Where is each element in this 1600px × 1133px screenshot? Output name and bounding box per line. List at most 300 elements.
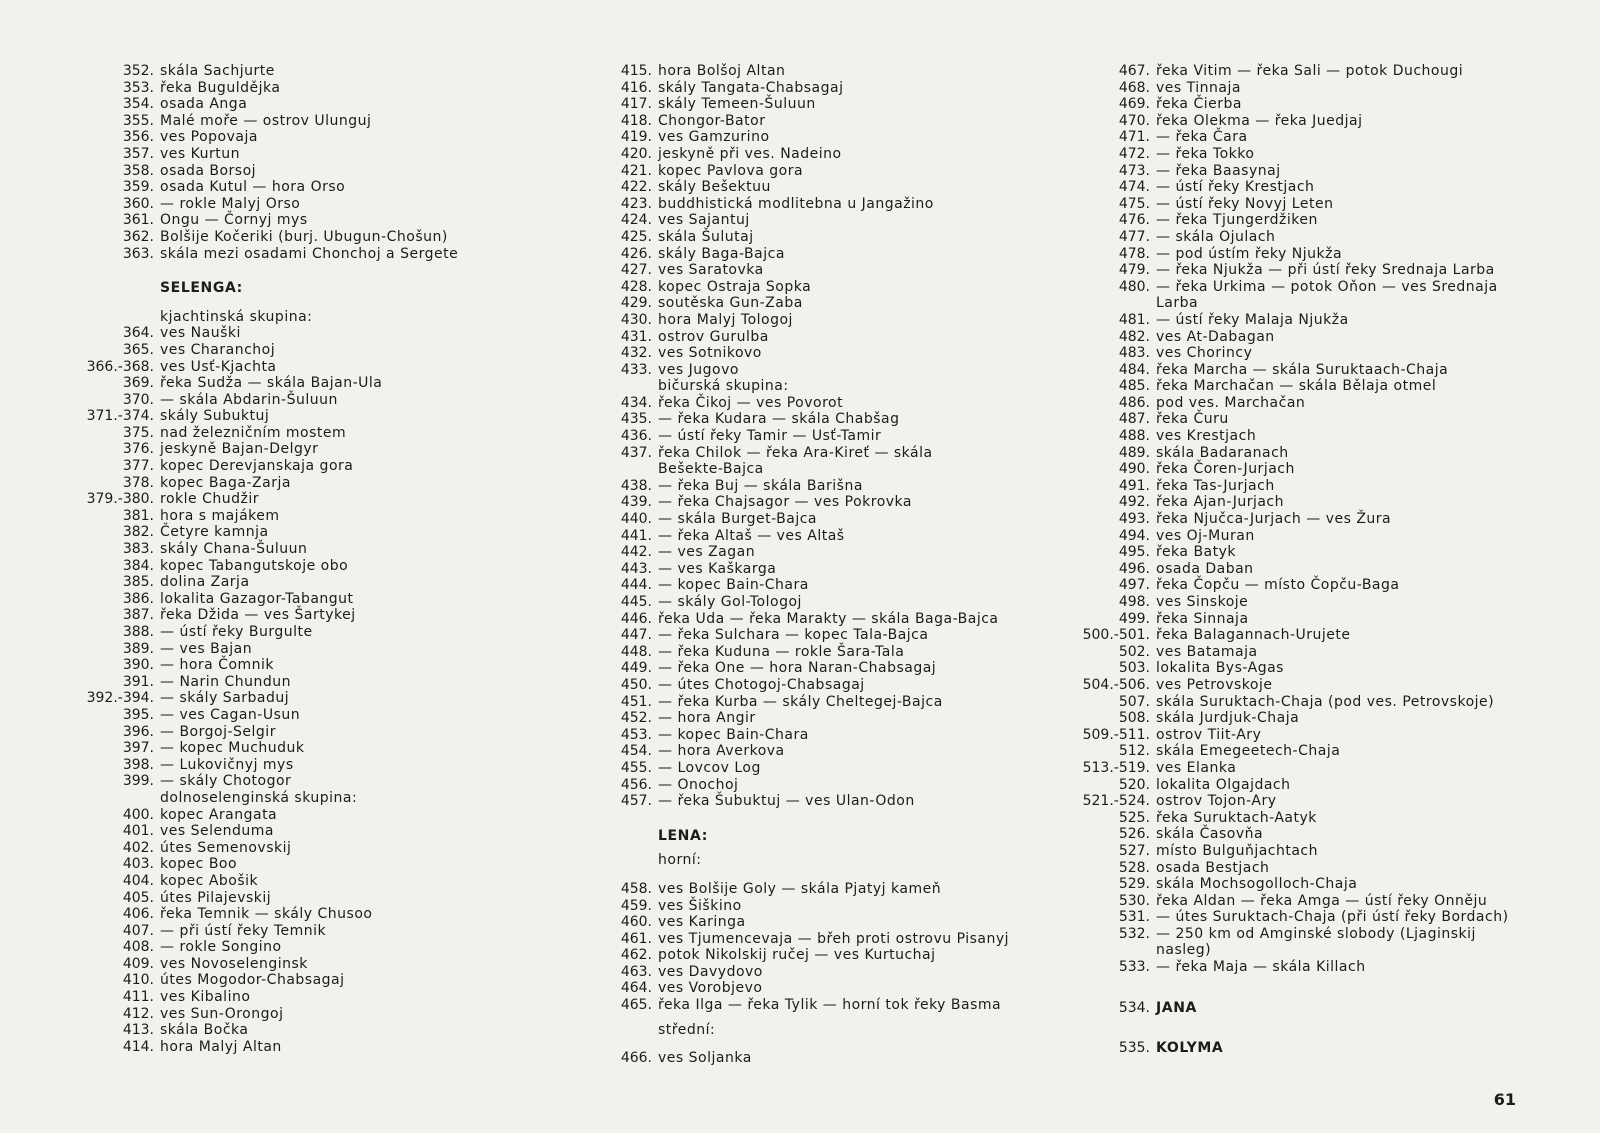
entry-text: ves Selenduma [160,823,274,840]
entry-number: 428. [620,278,652,295]
entry-number: 364. [122,325,154,342]
entry-text: ves Nauški [160,325,241,342]
entry-number: 407. [122,922,154,939]
index-entry [586,980,1046,997]
entry-number: 508. [1118,710,1150,727]
entry-number: 446. [620,610,652,627]
entry-number [80,790,160,807]
index-entry [80,890,500,907]
entry-text: — ves Bajan [160,640,253,657]
entry-text: — při ústí řeky Temnik [160,922,327,939]
entry-text: ves Chorincy [1156,345,1253,362]
entry-number: 402. [122,839,154,856]
entry-text: nasleg) [1156,942,1212,959]
entry-number: 397. [122,740,154,757]
entry-text: — ves Cagan-Usun [160,706,301,723]
index-entry [1068,494,1528,511]
entry-number: 468. [1118,79,1150,96]
entry-number: 385. [122,574,154,591]
entry-text: řeka Ajan-Jurjach [1156,494,1284,511]
entry-text: ves Sajantuj [658,212,750,229]
index-entry [80,674,500,691]
entry-number: 462. [620,947,652,964]
entry-number: 447. [620,627,652,644]
entry-text: osada Daban [1156,560,1254,577]
entry-text: — řeka Sulchara — kopec Tala-Bajca [658,627,929,644]
entry-number: 472. [1118,145,1150,162]
entry-text: — řeka Altaš — ves Altaš [658,527,845,544]
entry-number: 438. [620,477,652,494]
entry-number: 439. [620,494,652,511]
index-entry [80,359,500,376]
entry-text: ves At-Dabagan [1156,328,1275,345]
entry-text: dolina Zarja [160,574,250,591]
entry-number: 534. [1118,999,1150,1016]
entry-number: 391. [122,673,154,690]
index-entry [1068,942,1528,959]
entry-number: 365. [122,341,154,358]
entry-number [586,378,658,395]
entry-text: ves Batamaja [1156,643,1258,660]
entry-number: 463. [620,963,652,980]
entry-text: — pod ústím řeky Njukža [1156,245,1343,262]
index-entry [1068,329,1528,346]
entry-text: ves Popovaja [160,129,258,146]
entry-number: 400. [122,806,154,823]
index-entry [586,96,1046,113]
entry-text: osada Bestjach [1156,859,1270,876]
entry-text: kopec Arangata [160,806,278,823]
spacer [1068,1016,1528,1040]
entry-number: 470. [1118,112,1150,129]
entry-text: ves Usť-Kjachta [160,358,277,375]
index-entry [586,262,1046,279]
entry-text: — hora Averkova [658,743,785,760]
entry-number: 448. [620,643,652,660]
entry-number: 356. [122,129,154,146]
entry-text: řeka Uda — řeka Marakty — skála Baga-Bajca [658,610,999,627]
entry-text: řeka Chilok — řeka Ara-Kireť — skála [658,444,933,461]
entry-text: osada Borsoj [160,162,257,179]
entry-text: — Narin Chundun [160,673,291,690]
entry-text: Bešekte-Bajca [658,461,764,478]
entry-number: 399. [122,773,154,790]
entry-text: ves Petrovskoje [1156,676,1273,693]
entry-number: 355. [122,112,154,129]
index-entry [80,229,500,246]
entry-text: hora s majákem [160,507,280,524]
index-entry [586,997,1046,1014]
entry-text: útes Semenovskij [160,839,292,856]
index-entry [1068,80,1528,97]
entry-number: 532. [1118,925,1150,942]
index-entry [586,494,1046,511]
entry-number: 377. [122,458,154,475]
entry-number: 452. [620,710,652,727]
entry-number: 502. [1118,643,1150,660]
entry-number: 521.-524. [1082,793,1150,810]
entry-number: 443. [620,560,652,577]
entry-text: — hora Angir [658,710,756,727]
entry-number: 503. [1118,660,1150,677]
entry-text: řeka Vitim — řeka Sali — potok Duchougi [1156,63,1464,79]
index-entry [1068,909,1528,926]
index-entry [80,129,500,146]
entry-number: 414. [122,1038,154,1055]
entry-text: Larba [1156,295,1199,312]
index-entry [80,392,500,409]
entry-number [1068,295,1156,312]
entry-number: 486. [1118,394,1150,411]
entry-number: 405. [122,889,154,906]
spacer [586,1038,1046,1050]
entry-text: místo Bulguňjachtach [1156,842,1319,859]
entry-text: — ústí řeky Malaja Njukža [1156,311,1349,328]
entry-text: — ves Kaškarga [658,560,777,577]
index-entry [1068,594,1528,611]
index-entry [1068,428,1528,445]
entry-number: 408. [122,939,154,956]
entry-number: 441. [620,527,652,544]
entry-text: hora Bolšoj Altan [658,63,786,79]
entry-number: 359. [122,179,154,196]
index-entry [1068,710,1528,727]
index-entry [80,196,500,213]
entry-text: — řeka Njukža — při ústí řeky Srednaja Larba [1156,262,1495,279]
index-entry [586,577,1046,594]
entry-text: kopec Derevjanskaja gora [160,458,354,475]
entry-text: řeka Čuru [1156,411,1229,428]
entry-text: Ongu — Čornyj mys [160,212,308,229]
entry-text: nad železničním mostem [160,424,347,441]
entry-text: řeka Sinnaja [1156,610,1249,627]
entry-number: 371.-374. [86,408,154,425]
entry-number: 491. [1118,477,1150,494]
index-entry [586,229,1046,246]
index-entry [1068,395,1528,412]
index-entry [80,1006,500,1023]
index-entry [586,63,1046,80]
entry-text: ves Jugovo [658,361,739,378]
entry-number: 512. [1118,743,1150,760]
index-entry [80,1022,500,1039]
index-entry [586,594,1046,611]
entry-number: 487. [1118,411,1150,428]
entry-text: Bolšije Kočeriki (burj. Ubugun-Chošun) [160,228,448,245]
entry-number: 420. [620,145,652,162]
entry-number: 389. [122,640,154,657]
entry-number: 450. [620,676,652,693]
index-entry [80,325,500,342]
entry-number: 488. [1118,428,1150,445]
entry-text: skála Badaranach [1156,444,1289,461]
entry-number: 383. [122,541,154,558]
index-entry [586,445,1046,462]
entry-number: 465. [620,997,652,1014]
index-entry [80,972,500,989]
index-entry [80,939,500,956]
section-heading [586,828,1046,845]
index-entry [1068,478,1528,495]
entry-number: 477. [1118,228,1150,245]
index-entry [586,743,1046,760]
entry-number [586,461,658,478]
index-entry [80,823,500,840]
index-entry [80,342,500,359]
entry-number: 363. [122,245,154,262]
index-entry [586,179,1046,196]
entry-number: 442. [620,544,652,561]
index-entry [1068,959,1528,976]
index-entry [1068,279,1528,296]
entry-text: kopec Abošik [160,872,259,889]
index-entry [586,852,1046,869]
index-entry [1068,212,1528,229]
index-entry [1068,246,1528,263]
entry-text: ves Sun-Orongoj [160,1005,284,1022]
entry-number: 504.-506. [1082,676,1150,693]
entry-text: ves Oj-Muran [1156,527,1255,544]
entry-text: řeka Sudža — skála Bajan-Ula [160,375,383,392]
index-entry [586,362,1046,379]
entry-text: — řeka One — hora Naran-Chabsagaj [658,660,937,677]
index-entry [1068,362,1528,379]
index-entry [1068,810,1528,827]
index-entry [1068,627,1528,644]
entry-number: 370. [122,391,154,408]
index-entry [80,441,500,458]
index-entry [1068,461,1528,478]
entry-number [586,852,658,869]
index-entry [80,458,500,475]
entry-number: 412. [122,1005,154,1022]
index-entry [1068,378,1528,395]
entry-number: 429. [620,295,652,312]
entry-number: 362. [122,228,154,245]
entry-number: 423. [620,195,652,212]
entry-number: 461. [620,930,652,947]
entry-text: skály Chana-Šuluun [160,541,308,558]
entry-text: ves Novoselenginsk [160,955,308,972]
entry-number: 455. [620,759,652,776]
entry-text: skála Časovňa [1156,826,1264,843]
entry-number: 417. [620,96,652,113]
entry-number: 498. [1118,594,1150,610]
entry-number: 437. [620,444,652,461]
entry-number [80,309,160,326]
entry-number: 396. [122,723,154,740]
index-entry [586,295,1046,312]
entry-text: skály Subuktuj [160,408,270,425]
index-entry [586,395,1046,412]
entry-text: — hora Čomnik [160,657,275,674]
entry-text: — skály Gol-Tologoj [658,594,802,610]
entry-number: 520. [1118,776,1150,793]
entry-number: 384. [122,557,154,574]
entry-number: 426. [620,245,652,262]
entry-text: — 250 km od Amginské slobody (Ljaginskij [1156,925,1476,942]
entry-text: Malé moře — ostrov Ulunguj [160,112,372,129]
entry-number: 480. [1118,278,1150,295]
entry-number: 430. [620,311,652,328]
entry-text: — rokle Malyj Orso [160,195,301,212]
index-entry [80,113,500,130]
entry-number: 418. [620,112,652,129]
entry-text: lokalita Bys-Agas [1156,660,1284,677]
entry-text: ves Kurtun [160,145,240,162]
entry-text: řeka Marchačan — skála Bělaja otmel [1156,378,1437,395]
index-entry [586,528,1046,545]
entry-number: 484. [1118,361,1150,378]
entry-number: 353. [122,79,154,96]
entry-text: ves Kibalino [160,989,251,1006]
entry-number: 513.-519. [1082,759,1150,776]
entry-text: skála mezi osadami Chonchoj a Sergete [160,245,459,262]
section-title: JANA [1156,999,1197,1016]
entry-number: 431. [620,328,652,345]
entry-text: řeka Tas-Jurjach [1156,477,1275,494]
index-entry [1068,511,1528,528]
index-entry [80,574,500,591]
entry-number: 421. [620,162,652,179]
entry-number: 479. [1118,262,1150,279]
entry-text: řeka Aldan — řeka Amga — ústí řeky Onněju [1156,892,1488,909]
entry-number: 459. [620,897,652,914]
entry-number: 482. [1118,328,1150,345]
entry-number: 526. [1118,826,1150,843]
index-column-3 [1068,63,1528,1057]
index-entry [80,425,500,442]
index-entry [80,641,500,658]
entry-text: ves Karinga [658,914,746,931]
entry-text: — řeka Urkima — potok Oňon — ves Srednaja [1156,278,1498,295]
entry-number: 494. [1118,527,1150,544]
entry-number: 369. [122,375,154,392]
index-entry [1068,826,1528,843]
entry-text: ves Vorobjevo [658,980,763,997]
index-entry [1068,793,1528,810]
index-entry [586,279,1046,296]
entry-text: ves Davydovo [658,963,763,980]
index-entry [586,561,1046,578]
index-entry [586,660,1046,677]
entry-number: 496. [1118,560,1150,577]
entry-number: 357. [122,145,154,162]
entry-number: 464. [620,980,652,997]
entry-number: 492. [1118,494,1150,511]
index-entry [80,856,500,873]
entry-number: 460. [620,914,652,931]
index-entry [586,727,1046,744]
entry-text: řeka Buguldějka [160,79,281,96]
index-entry [586,196,1046,213]
entry-number: 451. [620,693,652,710]
index-entry [80,707,500,724]
entry-number [586,1022,658,1039]
index-entry [586,329,1046,346]
entry-number: 379.-380. [86,491,154,508]
entry-number: 381. [122,507,154,524]
entry-number: 386. [122,590,154,607]
entry-text: hora Malyj Altan [160,1038,282,1055]
entry-text: lokalita Olgajdach [1156,776,1291,793]
index-entry [586,345,1046,362]
entry-text: — řeka Buj — skála Barišna [658,477,863,494]
entry-text: skála Suruktach-Chaja (pod ves. Petrovskoje) [1156,693,1495,710]
entry-text: ves Sotnikovo [658,345,762,362]
index-entry [586,129,1046,146]
entry-text: útes Mogodor-Chabsagaj [160,972,345,989]
index-entry [1068,196,1528,213]
entry-number: 361. [122,212,154,229]
entry-number: 422. [620,179,652,196]
entry-number: 449. [620,660,652,677]
entry-text: kjachtinská skupina: [160,308,313,325]
index-entry [80,923,500,940]
entry-text: ves Gamzurino [658,129,770,146]
entry-text: — ústí řeky Tamir — Usť-Tamir [658,428,882,445]
entry-text: střední: [658,1021,716,1038]
entry-text: řeka Džida — ves Šartykej [160,607,356,624]
entry-text: — Onochoj [658,776,739,793]
entry-number: 490. [1118,461,1150,478]
index-entry [80,906,500,923]
section-heading [80,280,500,297]
entry-text: — řeka Čara [1156,129,1248,146]
index-entry [1068,743,1528,760]
index-entry [80,508,500,525]
entry-text: jeskyně při ves. Nadeino [658,145,842,162]
index-entry [80,524,500,541]
index-entry [586,428,1046,445]
index-entry [586,611,1046,628]
index-entry [80,807,500,824]
index-entry [586,212,1046,229]
entry-text: řeka Olekma — řeka Juedjaj [1156,112,1363,129]
entry-text: skály Tangata-Chabsagaj [658,79,844,96]
entry-text: ves Charanchoj [160,341,276,358]
entry-text: osada Anga [160,96,248,113]
index-entry [586,914,1046,931]
entry-text: hora Malyj Tologoj [658,311,793,328]
entry-number: 432. [620,345,652,362]
entry-text: — kopec Muchuduk [160,740,305,757]
index-entry [1068,777,1528,794]
entry-number: 406. [122,906,154,923]
entry-text: Chongor-Bator [658,112,766,129]
entry-text: řeka Suruktach-Aatyk [1156,809,1317,826]
entry-text: dolnoselenginská skupina: [160,789,358,806]
index-entry [80,724,500,741]
entry-text: ves Šiškino [658,897,742,914]
entry-text: skála Jurdjuk-Chaja [1156,710,1300,727]
index-entry [1068,146,1528,163]
entry-text: potok Nikolskij ručej — ves Kurtuchaj [658,947,936,964]
entry-number: 474. [1118,179,1150,196]
index-entry [80,309,500,326]
entry-number: 454. [620,743,652,760]
spacer [1068,976,1528,1000]
entry-text: — kopec Bain-Chara [658,726,809,743]
entry-text: ves Saratovka [658,262,764,279]
index-entry [586,777,1046,794]
entry-text: skála Šulutaj [658,228,754,245]
index-entry [586,760,1046,777]
index-entry [586,312,1046,329]
spacer [586,810,1046,828]
index-entry [1068,893,1528,910]
index-entry [586,163,1046,180]
